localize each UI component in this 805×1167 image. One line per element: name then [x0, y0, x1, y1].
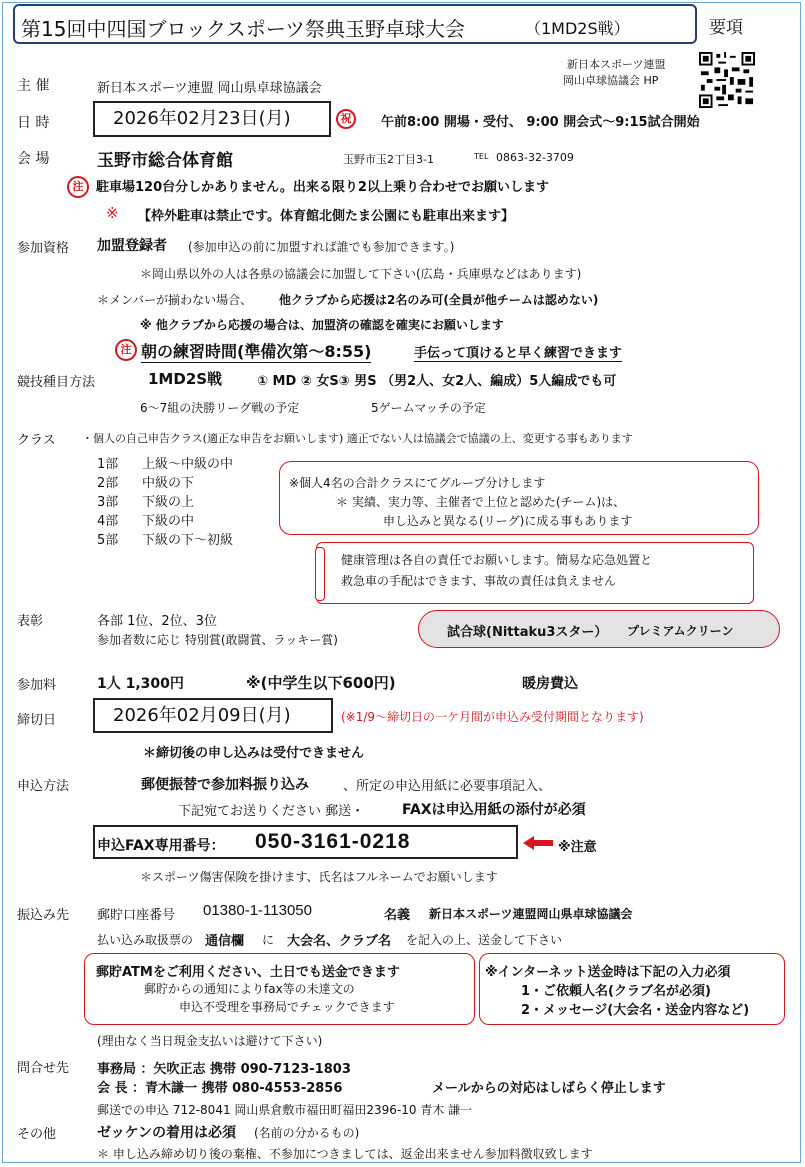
contact-line2-note: メールからの対応はしばらく停止します [432, 1081, 666, 1096]
apply-line2b: FAXは申込用紙の添付が必須 [402, 802, 586, 818]
health-note-scroll [316, 542, 754, 604]
class-box-line3: 申し込みと異なる(リーグ)に成る事もあります [383, 514, 633, 528]
venue-address: 玉野市玉2丁目3-1 [343, 153, 434, 166]
practice-small: 手伝って頂けると早く練習できます [414, 342, 622, 362]
event-date-box [93, 101, 331, 137]
parking-mark: ※ [106, 204, 119, 222]
class-intro: ・個人の自己申告クラス(適正な申告をお願いします) 適正でない人は協議会で協議の上、変更する事もあります [82, 432, 633, 445]
fee-heating: 暖房費込 [522, 676, 578, 692]
fee-label: 参加料 [17, 678, 57, 693]
class-box-line2: ＊ 実績、実力等、主催者で上位と認めた(チーム)は、 [336, 495, 626, 509]
furikomi-line2c: に [262, 933, 275, 947]
class-label: クラス [17, 433, 56, 448]
shikaku-line3: ※ 他クラブから応援の場合は、加盟済の確認を確実にお願いします [140, 318, 504, 332]
shusai-value: 新日本スポーツ連盟 岡山県卓球協議会 [97, 81, 322, 96]
class-grouping-box [279, 461, 759, 535]
atm-line3: 申込不受理を事務局でチェックできます [179, 1000, 395, 1014]
atm-line1: 郵貯ATMをご利用ください、土日でも送金できます [96, 965, 400, 980]
deadline-date: 2026年02月09日(月) [113, 705, 291, 726]
health-line2: 救急車の手配はできます、事故の責任は負えません [341, 574, 617, 588]
deadline-label: 締切日 [17, 713, 57, 728]
class-level-bu: 2部 [97, 476, 119, 491]
contact-line2: 会 長 ：青木謙一 携帯 080-4553-2856 [97, 1081, 343, 1096]
kaijo-label: 会 場 [17, 151, 50, 167]
event-date: 2026年02月23日(月) [113, 108, 291, 129]
venue-tel-label: TEL [474, 152, 489, 161]
apply-line1a: 郵便振替で参加料振り込み [141, 777, 309, 793]
fax-number-box [93, 825, 518, 859]
net-line2: 1・ご依頼人名(クラブ名が必須) [521, 984, 711, 999]
fax-number: 050-3161-0218 [255, 830, 411, 853]
deadline-after: ＊締切後の申し込みは受付できません [143, 746, 365, 761]
hyosho-label: 表彰 [17, 614, 44, 629]
class-box-line1: ※個人4名の合計クラスにてグループ分けします [289, 476, 546, 490]
furikomi-line2e: を記入の上、送金して下さい [406, 933, 563, 947]
kyogi-detail: ① MD ② 女S③ 男S （男2人、女2人、編成）5人編成でも可 [257, 374, 617, 389]
account-number: 01380-1-113050 [203, 902, 312, 919]
kyogi-label: 競技種目方法 [17, 375, 96, 390]
holiday-mark: 祝 [336, 109, 356, 129]
apply-insurance: ＊スポーツ傷害保険を掛けます、氏名はフルネームでお願いします [140, 870, 498, 884]
deadline-note: (※1/9～締切日の一ケ月間が申込み受付期間となります) [341, 710, 644, 724]
deadline-date-box [93, 698, 333, 733]
shikaku-line1: ＊岡山県以外の人は各県の協議会に加盟して下さい(広島・兵庫県などはあります) [140, 267, 582, 281]
apply-line1b: 、所定の申込用紙に必要事項記入、 [343, 779, 552, 794]
parking-line1: 駐車場120台分しかありません。出来る限り2以上乗り合わせでお願いします [96, 180, 549, 195]
contact-label: 問合せ先 [17, 1061, 70, 1076]
fax-note: ※注意 [558, 840, 597, 855]
kyogi-line2b: 5ゲームマッチの予定 [371, 401, 486, 415]
class-level-bu: 1部 [97, 457, 119, 472]
practice-note-mark: 注 [115, 339, 137, 361]
other-label: その他 [17, 1127, 57, 1142]
furikomi-line2d: 大会名、クラブ名 [287, 934, 392, 949]
cash-note: (理由なく当日現金支払いは避けて下さい) [97, 1034, 323, 1048]
hyosho-line2: 参加者数に応じ 特別賞(敢闘賞、ラッキー賞) [97, 633, 338, 647]
net-line3: 2・メッセージ(大会名・送金内容など) [521, 1003, 750, 1018]
shikaku-main: 加盟登録者 [97, 238, 167, 254]
event-time: 午前8:00 開場・受付、 9:00 開会式～9:15試合開始 [381, 115, 700, 130]
parking-line2: 【枠外駐車は禁止です。体育館北側たま公園にも駐車出来ます】 [138, 209, 514, 224]
ball-main: 試合球(Nittaku3スター） [447, 625, 608, 640]
class-level-desc: 中級の下 [142, 476, 195, 491]
ball-sub: プレミアムクリーン [627, 624, 734, 638]
fee-adult: 1人 1,300円 [97, 676, 184, 692]
apply-label: 申込方法 [17, 779, 70, 794]
shikaku-line2b: 他クラブから応援は2名のみ可(全員が他チームは認めない) [279, 293, 599, 307]
arrow-left-icon [523, 836, 553, 850]
practice-time: 朝の練習時間(準備次第～8:55) [141, 339, 371, 363]
class-level-bu: 5部 [97, 533, 119, 548]
class-level-desc: 下級の上 [142, 495, 195, 510]
atm-line2: 郵貯からの通知によりfax等の未達文の [144, 982, 355, 996]
hp-line1: 新日本スポーツ連盟 [567, 58, 666, 71]
fee-student: ※(中学生以下600円) [246, 674, 396, 692]
class-level-bu: 3部 [97, 495, 119, 510]
nichiji-label: 日 時 [17, 115, 50, 131]
youkou-label: 要項 [709, 18, 743, 38]
fax-label: 申込FAX専用番号： [97, 838, 225, 854]
parking-note-mark: 注 [67, 176, 89, 198]
account-label: 郵貯口座番号 [97, 908, 176, 923]
furikomi-line2b: 通信欄 [205, 934, 245, 949]
class-level-bu: 4部 [97, 514, 119, 529]
internet-note-box [479, 953, 785, 1025]
scroll-curl-left [315, 547, 325, 601]
furikomi-line2a: 払い込み取扱票の [97, 933, 194, 947]
venue-name: 玉野市総合体育館 [97, 151, 233, 171]
title-main: 第15回中四国ブロックスポーツ祭典玉野卓球大会 [21, 17, 466, 41]
hyosho-line1: 各部 1位、2位、3位 [97, 614, 217, 629]
apply-line2a: 下記宛てお送りください 郵送・ [178, 804, 365, 819]
net-line1: ※インターネット送金時は下記の入力必須 [485, 965, 731, 980]
class-level-desc: 上級～中級の中 [142, 457, 234, 472]
other-line1b: (名前の分かるもの) [254, 1126, 360, 1140]
account-name: 新日本スポーツ連盟岡山県卓球協議会 [429, 907, 633, 921]
account-name-label: 名義 [384, 908, 411, 923]
kyogi-line2a: 6～7組の決勝リーグ戦の予定 [140, 401, 300, 415]
shikaku-line2a: ＊メンバーが揃わない場合、 [97, 293, 253, 307]
shusai-label: 主 催 [17, 78, 50, 94]
other-line2: ＊ 申し込み締め切り後の棄権、不参加につきましては、返金出来ません参加料徴収致します [97, 1147, 593, 1161]
hp-line2: 岡山卓球協議会 HP [563, 74, 659, 87]
title-box [13, 4, 697, 44]
health-line1: 健康管理は各自の責任でお願いします。簡易な応急処置と [341, 553, 653, 567]
contact-line1: 事務局 ：矢吹正志 携帯 090-7123-1803 [97, 1062, 351, 1077]
atm-note-box [84, 953, 475, 1025]
class-level-desc: 下級の中 [142, 514, 195, 529]
shikaku-main-note: (参加申込の前に加盟すれば誰でも参加できます。) [188, 240, 455, 254]
official-ball-pill [418, 610, 780, 648]
title-sub: （1MD2S戦） [525, 19, 630, 38]
qr-code-icon[interactable] [698, 52, 756, 108]
class-level-desc: 下級の下～初級 [142, 533, 234, 548]
furikomi-label: 振込み先 [17, 908, 70, 923]
kyogi-type: 1MD2S戦 [148, 370, 223, 388]
other-line1a: ゼッケンの着用は必須 [97, 1125, 237, 1141]
shikaku-label: 参加資格 [17, 241, 70, 256]
contact-mail: 郵送での申込 712-8041 岡山県倉敷市福田町福田2396-10 青木 謙一 [97, 1103, 473, 1117]
venue-tel: 0863-32-3709 [496, 151, 574, 164]
